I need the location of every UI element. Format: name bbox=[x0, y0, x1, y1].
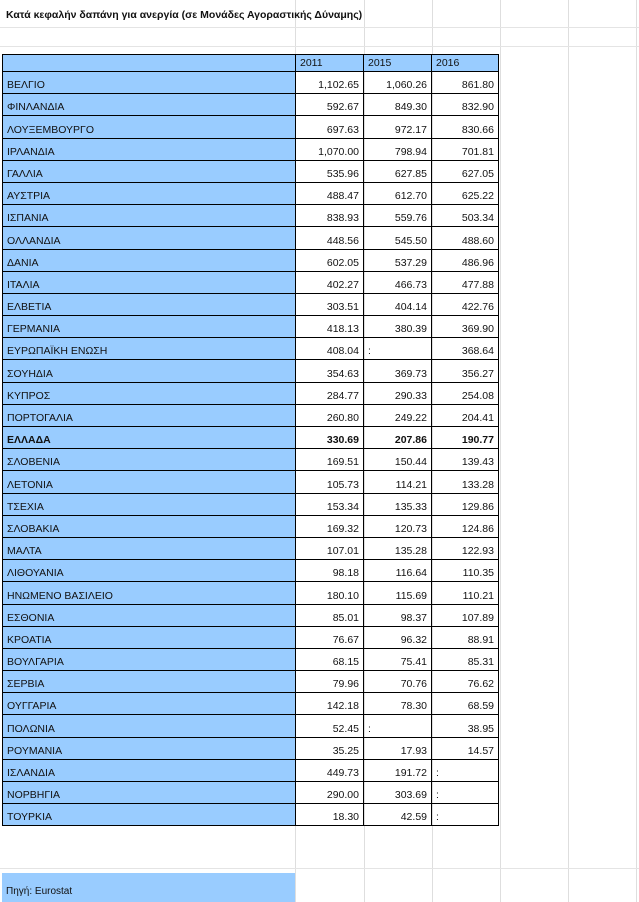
value-cell-2011[interactable]: 448.56 bbox=[296, 227, 364, 249]
value-cell-2016[interactable]: 830.66 bbox=[432, 116, 499, 138]
value-cell-2015[interactable]: 115.69 bbox=[364, 582, 432, 604]
value-cell-2015[interactable]: 70.76 bbox=[364, 671, 432, 693]
country-cell[interactable]: ΔΑΝΙΑ bbox=[3, 249, 296, 271]
value-cell-2015[interactable]: 116.64 bbox=[364, 560, 432, 582]
value-cell-2011[interactable]: 180.10 bbox=[296, 582, 364, 604]
value-cell-2016[interactable]: 76.62 bbox=[432, 671, 499, 693]
value-cell-2015[interactable]: 96.32 bbox=[364, 626, 432, 648]
data-table bbox=[2, 54, 499, 826]
value-cell-2016[interactable]: 486.96 bbox=[432, 249, 499, 271]
table-row bbox=[3, 338, 499, 360]
sheet-title: Κατά κεφαλήν δαπάνη για ανεργία (σε Μονάδες Αγοραστικής Δύναμης) bbox=[6, 9, 363, 21]
table-row bbox=[3, 94, 499, 116]
value-cell-2016[interactable]: 477.88 bbox=[432, 271, 499, 293]
country-cell[interactable]: ΟΥΓΓΑΡΙΑ bbox=[3, 693, 296, 715]
country-cell[interactable]: ΙΣΛΑΝΔΙΑ bbox=[3, 759, 296, 781]
country-cell[interactable]: ΤΣΕΧΙΑ bbox=[3, 493, 296, 515]
value-cell-2015[interactable]: 798.94 bbox=[364, 138, 432, 160]
value-cell-2016[interactable]: 38.95 bbox=[432, 715, 499, 737]
grid-line bbox=[0, 868, 639, 869]
country-cell[interactable]: ΠΟΛΩΝΙΑ bbox=[3, 715, 296, 737]
value-cell-2011[interactable]: 260.80 bbox=[296, 404, 364, 426]
value-cell-2015[interactable]: 369.73 bbox=[364, 360, 432, 382]
value-cell-2011[interactable]: 169.32 bbox=[296, 515, 364, 537]
value-cell-2016[interactable]: 204.41 bbox=[432, 404, 499, 426]
country-cell[interactable]: ΠΟΡΤΟΓΑΛΙΑ bbox=[3, 404, 296, 426]
table-row bbox=[3, 493, 499, 515]
country-cell[interactable]: ΕΥΡΩΠΑΪΚΗ ΕΝΩΣΗ bbox=[3, 338, 296, 360]
value-cell-2011[interactable]: 602.05 bbox=[296, 249, 364, 271]
value-cell-2011[interactable]: 402.27 bbox=[296, 271, 364, 293]
table-row bbox=[3, 471, 499, 493]
value-cell-2011[interactable]: 142.18 bbox=[296, 693, 364, 715]
value-cell-2015[interactable]: 466.73 bbox=[364, 271, 432, 293]
country-cell[interactable]: ΗΝΩΜΕΝΟ ΒΑΣΙΛΕΙΟ bbox=[3, 582, 296, 604]
value-cell-2016[interactable]: : bbox=[432, 759, 499, 781]
value-cell-2016[interactable]: 190.77 bbox=[432, 427, 499, 449]
country-cell[interactable]: ΣΛΟΒΑΚΙΑ bbox=[3, 515, 296, 537]
country-cell[interactable]: ΣΛΟΒΕΝΙΑ bbox=[3, 449, 296, 471]
value-cell-2016[interactable]: 107.89 bbox=[432, 604, 499, 626]
table-row bbox=[3, 582, 499, 604]
value-cell-2011[interactable]: 68.15 bbox=[296, 648, 364, 670]
table-row bbox=[3, 449, 499, 471]
country-cell[interactable]: ΙΡΛΑΝΔΙΑ bbox=[3, 138, 296, 160]
value-cell-2011[interactable]: 449.73 bbox=[296, 759, 364, 781]
table-row bbox=[3, 737, 499, 759]
table-row bbox=[3, 715, 499, 737]
table-row bbox=[3, 382, 499, 404]
value-cell-2015[interactable]: 42.59 bbox=[364, 804, 432, 826]
value-cell-2016[interactable]: 832.90 bbox=[432, 94, 499, 116]
value-cell-2015[interactable]: 380.39 bbox=[364, 316, 432, 338]
table-row bbox=[3, 316, 499, 338]
header-cell-year[interactable]: 2015 bbox=[364, 55, 432, 72]
value-cell-2016[interactable]: 625.22 bbox=[432, 182, 499, 204]
value-cell-2011[interactable]: 838.93 bbox=[296, 205, 364, 227]
value-cell-2015[interactable]: 537.29 bbox=[364, 249, 432, 271]
value-cell-2016[interactable]: 110.35 bbox=[432, 560, 499, 582]
country-cell[interactable]: ΚΥΠΡΟΣ bbox=[3, 382, 296, 404]
table-row bbox=[3, 404, 499, 426]
country-cell[interactable]: ΕΛΛΑΔΑ bbox=[3, 427, 296, 449]
value-cell-2016[interactable]: 85.31 bbox=[432, 648, 499, 670]
table-row bbox=[3, 138, 499, 160]
country-cell[interactable]: ΟΛΛΑΝΔΙΑ bbox=[3, 227, 296, 249]
grid-line bbox=[500, 0, 501, 902]
country-cell[interactable]: ΒΕΛΓΙΟ bbox=[3, 72, 296, 94]
value-cell-2016[interactable]: 356.27 bbox=[432, 360, 499, 382]
value-cell-2016[interactable]: 139.43 bbox=[432, 449, 499, 471]
value-cell-2011[interactable]: 418.13 bbox=[296, 316, 364, 338]
value-cell-2015[interactable]: 972.17 bbox=[364, 116, 432, 138]
source-cell[interactable]: Πηγή: Eurostat bbox=[2, 873, 295, 902]
value-cell-2011[interactable]: 290.00 bbox=[296, 782, 364, 804]
value-cell-2016[interactable]: : bbox=[432, 804, 499, 826]
country-cell[interactable]: ΒΟΥΛΓΑΡΙΑ bbox=[3, 648, 296, 670]
value-cell-2016[interactable]: 122.93 bbox=[432, 537, 499, 559]
table-row bbox=[3, 626, 499, 648]
value-cell-2011[interactable]: 592.67 bbox=[296, 94, 364, 116]
value-cell-2015[interactable]: 559.76 bbox=[364, 205, 432, 227]
country-cell[interactable]: ΡΟΥΜΑΝΙΑ bbox=[3, 737, 296, 759]
value-cell-2016[interactable]: 488.60 bbox=[432, 227, 499, 249]
country-cell[interactable]: ΑΥΣΤΡΙΑ bbox=[3, 182, 296, 204]
table-row bbox=[3, 249, 499, 271]
value-cell-2011[interactable]: 85.01 bbox=[296, 604, 364, 626]
table-row bbox=[3, 604, 499, 626]
value-cell-2011[interactable]: 488.47 bbox=[296, 182, 364, 204]
table-row bbox=[3, 648, 499, 670]
value-cell-2015[interactable]: 17.93 bbox=[364, 737, 432, 759]
value-cell-2011[interactable]: 79.96 bbox=[296, 671, 364, 693]
table-row bbox=[3, 271, 499, 293]
table-row bbox=[3, 182, 499, 204]
grid-line bbox=[0, 27, 639, 28]
value-cell-2016[interactable]: 110.21 bbox=[432, 582, 499, 604]
table-row bbox=[3, 293, 499, 315]
value-cell-2015[interactable]: 207.86 bbox=[364, 427, 432, 449]
value-cell-2015[interactable]: 1,060.26 bbox=[364, 72, 432, 94]
value-cell-2015[interactable]: : bbox=[364, 338, 432, 360]
country-cell[interactable]: ΣΕΡΒΙΑ bbox=[3, 671, 296, 693]
country-cell[interactable]: ΕΛΒΕΤΙΑ bbox=[3, 293, 296, 315]
value-cell-2016[interactable]: 422.76 bbox=[432, 293, 499, 315]
table-row bbox=[3, 671, 499, 693]
table-row bbox=[3, 782, 499, 804]
value-cell-2015[interactable]: 545.50 bbox=[364, 227, 432, 249]
value-cell-2015[interactable]: 303.69 bbox=[364, 782, 432, 804]
country-cell[interactable]: ΚΡΟΑΤΙΑ bbox=[3, 626, 296, 648]
grid-line bbox=[0, 46, 639, 47]
country-cell[interactable]: ΙΣΠΑΝΙΑ bbox=[3, 205, 296, 227]
country-cell[interactable]: ΓΑΛΛΙΑ bbox=[3, 160, 296, 182]
country-cell[interactable]: ΛΙΘΟΥΑΝΙΑ bbox=[3, 560, 296, 582]
value-cell-2015[interactable]: 849.30 bbox=[364, 94, 432, 116]
value-cell-2011[interactable]: 52.45 bbox=[296, 715, 364, 737]
value-cell-2015[interactable]: : bbox=[364, 715, 432, 737]
country-cell[interactable]: ΜΑΛΤΑ bbox=[3, 537, 296, 559]
country-cell[interactable]: ΛΕΤΟΝΙΑ bbox=[3, 471, 296, 493]
value-cell-2011[interactable]: 98.18 bbox=[296, 560, 364, 582]
value-cell-2015[interactable]: 120.73 bbox=[364, 515, 432, 537]
value-cell-2016[interactable]: 133.28 bbox=[432, 471, 499, 493]
value-cell-2011[interactable]: 107.01 bbox=[296, 537, 364, 559]
country-cell[interactable]: ΕΣΘΟΝΙΑ bbox=[3, 604, 296, 626]
value-cell-2015[interactable]: 191.72 bbox=[364, 759, 432, 781]
country-cell[interactable]: ΓΕΡΜΑΝΙΑ bbox=[3, 316, 296, 338]
table-row bbox=[3, 72, 499, 94]
value-cell-2015[interactable]: 627.85 bbox=[364, 160, 432, 182]
header-row bbox=[3, 55, 499, 72]
value-cell-2011[interactable]: 153.34 bbox=[296, 493, 364, 515]
value-cell-2015[interactable]: 135.33 bbox=[364, 493, 432, 515]
value-cell-2016[interactable]: 701.81 bbox=[432, 138, 499, 160]
value-cell-2015[interactable]: 114.21 bbox=[364, 471, 432, 493]
header-cell-year[interactable]: 2016 bbox=[432, 55, 499, 72]
value-cell-2016[interactable]: 368.64 bbox=[432, 338, 499, 360]
table-row bbox=[3, 160, 499, 182]
value-cell-2011[interactable]: 284.77 bbox=[296, 382, 364, 404]
value-cell-2016[interactable]: : bbox=[432, 782, 499, 804]
value-cell-2011[interactable]: 105.73 bbox=[296, 471, 364, 493]
header-cell-empty[interactable] bbox=[3, 55, 296, 72]
table-row bbox=[3, 560, 499, 582]
grid-line bbox=[568, 0, 569, 902]
value-cell-2015[interactable]: 404.14 bbox=[364, 293, 432, 315]
value-cell-2011[interactable]: 535.96 bbox=[296, 160, 364, 182]
country-cell[interactable]: ΙΤΑΛΙΑ bbox=[3, 271, 296, 293]
value-cell-2016[interactable]: 254.08 bbox=[432, 382, 499, 404]
table-row bbox=[3, 116, 499, 138]
value-cell-2011[interactable]: 697.63 bbox=[296, 116, 364, 138]
value-cell-2016[interactable]: 627.05 bbox=[432, 160, 499, 182]
table-row bbox=[3, 227, 499, 249]
value-cell-2011[interactable]: 1,102.65 bbox=[296, 72, 364, 94]
value-cell-2015[interactable]: 98.37 bbox=[364, 604, 432, 626]
value-cell-2011[interactable]: 18.30 bbox=[296, 804, 364, 826]
table-row bbox=[3, 693, 499, 715]
table-row bbox=[3, 515, 499, 537]
value-cell-2016[interactable]: 369.90 bbox=[432, 316, 499, 338]
value-cell-2011[interactable]: 330.69 bbox=[296, 427, 364, 449]
value-cell-2015[interactable]: 249.22 bbox=[364, 404, 432, 426]
country-cell[interactable]: ΛΟΥΞΕΜΒΟΥΡΓΟ bbox=[3, 116, 296, 138]
value-cell-2011[interactable]: 303.51 bbox=[296, 293, 364, 315]
value-cell-2015[interactable]: 612.70 bbox=[364, 182, 432, 204]
value-cell-2016[interactable]: 861.80 bbox=[432, 72, 499, 94]
value-cell-2011[interactable]: 169.51 bbox=[296, 449, 364, 471]
value-cell-2011[interactable]: 1,070.00 bbox=[296, 138, 364, 160]
header-cell-year[interactable]: 2011 bbox=[296, 55, 364, 72]
table-row bbox=[3, 427, 499, 449]
value-cell-2015[interactable]: 78.30 bbox=[364, 693, 432, 715]
value-cell-2011[interactable]: 35.25 bbox=[296, 737, 364, 759]
value-cell-2011[interactable]: 76.67 bbox=[296, 626, 364, 648]
value-cell-2016[interactable]: 124.86 bbox=[432, 515, 499, 537]
value-cell-2011[interactable]: 354.63 bbox=[296, 360, 364, 382]
country-cell[interactable]: ΣΟΥΗΔΙΑ bbox=[3, 360, 296, 382]
value-cell-2015[interactable]: 290.33 bbox=[364, 382, 432, 404]
grid-line bbox=[636, 0, 637, 902]
value-cell-2016[interactable]: 88.91 bbox=[432, 626, 499, 648]
value-cell-2016[interactable]: 68.59 bbox=[432, 693, 499, 715]
table-row bbox=[3, 360, 499, 382]
value-cell-2016[interactable]: 129.86 bbox=[432, 493, 499, 515]
value-cell-2016[interactable]: 14.57 bbox=[432, 737, 499, 759]
value-cell-2016[interactable]: 503.34 bbox=[432, 205, 499, 227]
table-row bbox=[3, 759, 499, 781]
table-row bbox=[3, 537, 499, 559]
value-cell-2015[interactable]: 150.44 bbox=[364, 449, 432, 471]
value-cell-2011[interactable]: 408.04 bbox=[296, 338, 364, 360]
country-cell[interactable]: ΦΙΝΛΑΝΔΙΑ bbox=[3, 94, 296, 116]
value-cell-2015[interactable]: 75.41 bbox=[364, 648, 432, 670]
table-row bbox=[3, 205, 499, 227]
table-row bbox=[3, 804, 499, 826]
value-cell-2015[interactable]: 135.28 bbox=[364, 537, 432, 559]
country-cell[interactable]: ΤΟΥΡΚΙΑ bbox=[3, 804, 296, 826]
country-cell[interactable]: ΝΟΡΒΗΓΙΑ bbox=[3, 782, 296, 804]
